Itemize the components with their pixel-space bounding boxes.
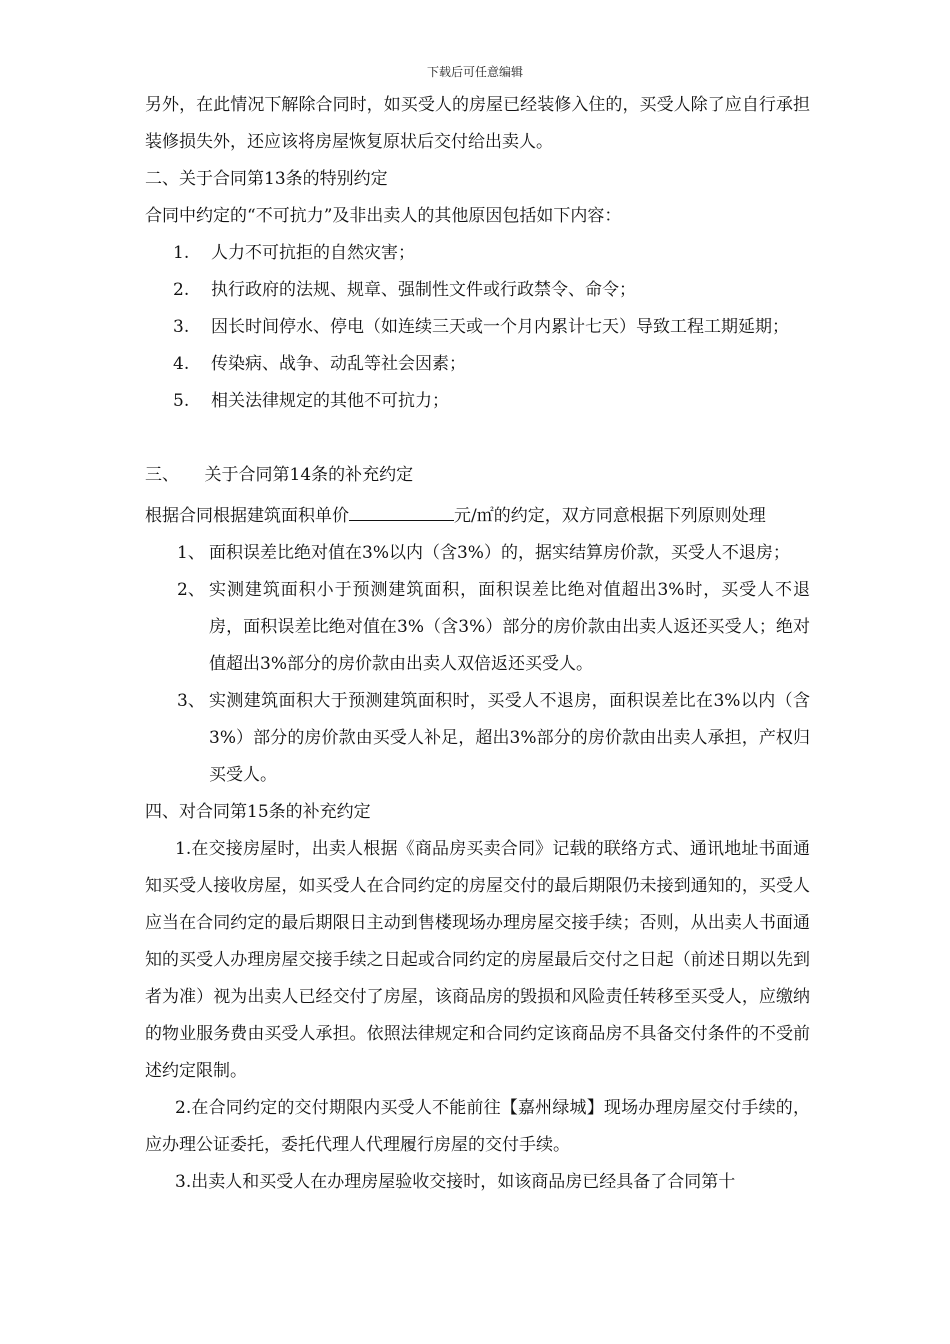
section-4-paragraph: 2.在合同约定的交付期限内买受人不能前往【嘉州绿城】现场办理房屋交付手续的，应办理公证委托，委托代理人代理履行房屋的交付手续。 bbox=[145, 1098, 810, 1155]
item-number: 2. bbox=[173, 280, 190, 300]
item-text: 相关法律规定的其他不可抗力； bbox=[211, 391, 449, 411]
item-number: 1、 bbox=[177, 543, 205, 563]
section-2-heading: 二、关于合同第13条的特别约定 bbox=[145, 169, 388, 189]
intro-paragraph: 另外，在此情况下解除合同时，如买受人的房屋已经装修入住的，买受人除了应自行承担装修损失外，还应该将房屋恢复原状后交付给出卖人。 bbox=[145, 95, 810, 152]
price-blank-line bbox=[349, 494, 454, 521]
section-2-item bbox=[145, 309, 810, 346]
item-text: 实测建筑面积小于预测建筑面积，面积误差比绝对值超出3%时，买受人不退房，面积误差比绝对值在3%（含3%）部分的房价款由出卖人返还买受人；绝对值超出3%部分的房价款由出卖人双倍返还买受人。 bbox=[209, 580, 810, 674]
item-number: 1. bbox=[173, 243, 190, 263]
item-number: 2、 bbox=[177, 580, 205, 600]
section-3-item bbox=[145, 535, 810, 572]
section-3-heading: 三、 关于合同第14条的补充约定 bbox=[145, 465, 414, 485]
section-2-item bbox=[145, 346, 810, 383]
document-body bbox=[145, 87, 810, 1201]
section-2-item bbox=[145, 235, 810, 272]
section-4-paragraph: 1.在交接房屋时，出卖人根据《商品房买卖合同》记载的联络方式、通讯地址书面通知买受人接收房屋，如买受人在合同约定的房屋交付的最后期限仍未接到通知的，买受人应当在合同约定的最后期限日主动到售楼现场办理房屋交接手续；否则，从出卖人书面通知的买受人办理房屋交接手续之日起或合同约定的房屋最后交付之日起（前述日期以先到者为准）视为出卖人已经交付了房屋，该商品房的毁损和风险责任转移至买受人，应缴纳的物业服务费由买受人承担。依照法律规定和合同约定该商品房不具备交付条件的不受前述约定限制。 bbox=[145, 839, 810, 1081]
item-number: 4. bbox=[173, 354, 190, 374]
section-4-heading: 四、对合同第15条的补充约定 bbox=[145, 802, 371, 822]
section-3-item bbox=[145, 683, 810, 794]
lead-text-before: 根据合同根据建筑面积单价 bbox=[145, 506, 349, 526]
item-text: 人力不可抗拒的自然灾害； bbox=[211, 243, 415, 263]
section-3-lead bbox=[145, 494, 810, 535]
item-text: 传染病、战争、动乱等社会因素； bbox=[211, 354, 466, 374]
item-text: 执行政府的法规、规章、强制性文件或行政禁令、命令； bbox=[211, 280, 636, 300]
item-number: 3、 bbox=[177, 691, 205, 711]
section-3-item bbox=[145, 572, 810, 683]
lead-text-after: 元/㎡的约定，双方同意根据下列原则处理 bbox=[454, 506, 766, 526]
section-2-lead: 合同中约定的“不可抗力”及非出卖人的其他原因包括如下内容： bbox=[145, 206, 622, 226]
page-header: 下载后可任意编辑 bbox=[426, 65, 523, 79]
item-text: 面积误差比绝对值在3%以内（含3%）的，据实结算房价款，买受人不退房； bbox=[209, 543, 790, 563]
item-number: 5. bbox=[173, 391, 190, 411]
item-number: 3. bbox=[173, 317, 190, 337]
item-text: 实测建筑面积大于预测建筑面积时，买受人不退房，面积误差比在3%以内（含3%）部分的房价款由买受人补足，超出3%部分的房价款由出卖人承担，产权归买受人。 bbox=[209, 691, 810, 785]
section-2-item bbox=[145, 383, 810, 420]
section-4-paragraph: 3.出卖人和买受人在办理房屋验收交接时，如该商品房已经具备了合同第十 bbox=[175, 1172, 736, 1192]
section-2-item bbox=[145, 272, 810, 309]
item-text: 因长时间停水、停电（如连续三天或一个月内累计七天）导致工程工期延期； bbox=[211, 317, 789, 337]
